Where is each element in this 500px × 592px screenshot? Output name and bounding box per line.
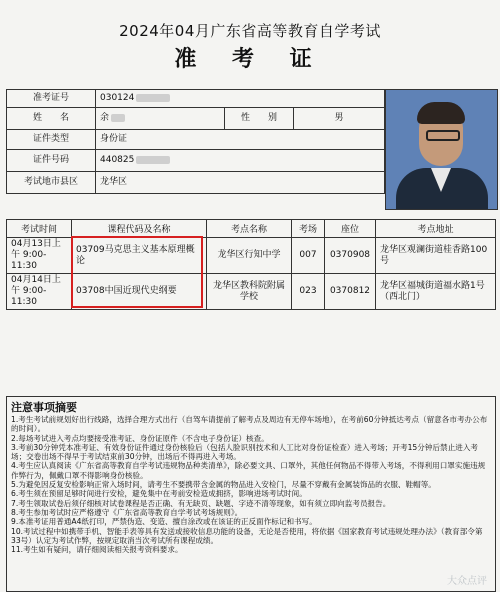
gender-label: 性 别: [225, 108, 294, 130]
exam-site: 龙华区教科院附属学校: [207, 274, 292, 310]
exam-address: 龙华区观澜街道桂香路100号: [376, 238, 496, 274]
note-item: 1.考生考试前规划好出行线路，选择合理方式出行（自驾车请提前了解考点及周边有无停车场地），在考前60分钟抵达考点（留意各市考办公布的时间）。: [11, 415, 488, 434]
note-item: 2.每场考试进入考点均要接受准考证、身份证原件（不含电子身份证）核查。: [11, 433, 269, 443]
highlight-box: [71, 236, 203, 308]
id-number-value: 440825: [96, 150, 385, 172]
exam-time: 04月14日上午 9:00-11:30: [7, 274, 72, 310]
note-item: 9.本准考证用普通A4纸打印，严禁伪造、变造、擅自涂改或在该证的正反面作标记和书写。: [11, 517, 317, 527]
note-item: 3.考前30分钟凭本准考证、有效身份证件通过身份核验后（包括人脸识别技术和人工比对身份证检查）进入考场；开考15分钟后禁止进入考场；交卷出场不得早于考试结束前30分钟，出场后不得再进入考场。: [11, 442, 479, 462]
exam-course: 03708中国近现代史纲要: [72, 274, 207, 310]
notes-section: [6, 396, 496, 592]
exam-seat: 0370908: [325, 238, 376, 274]
district-label: 考试地市县区: [7, 172, 96, 194]
header-course: 课程代码及名称: [72, 220, 207, 238]
header-room: 考场: [292, 220, 325, 238]
district-value: 龙华区: [96, 172, 385, 194]
exam-course: 03709马克思主义基本原理概论: [72, 238, 207, 274]
header-site: 考点名称: [207, 220, 292, 238]
note-item: 4.考生应认真阅读《广东省高等教育自学考试违规物品种类清单》，除必要文具、口罩外，其他任何物品不得带入考场，不得利用口罩实施违规作弊行为，佩戴口罩不得影响身份核验。: [11, 461, 486, 480]
id-type-label: 证件类型: [7, 130, 96, 150]
ticket-number-value: 030124: [96, 90, 385, 108]
exam-seat: 0370812: [325, 274, 376, 310]
watermark: 大众点评: [447, 576, 487, 587]
id-number-label: 证件号码: [7, 150, 96, 172]
name-label: 姓 名: [7, 108, 96, 130]
notes-title: 注意事项摘要: [11, 401, 77, 414]
exam-site: 龙华区行知中学: [207, 238, 292, 274]
note-item: 6.考生须在预留足够时间进行安检，避免集中在考前安检造成拥挤，影响进场考试时间。: [11, 489, 307, 499]
exam-room: 023: [292, 274, 325, 310]
candidate-info-table: [6, 89, 385, 194]
note-item: 11.考生如有疑问，请仔细阅读相关报考资料要求。: [11, 545, 183, 555]
header-time: 考试时间: [7, 220, 72, 238]
candidate-photo: [385, 89, 498, 210]
note-item: 5.为避免因反复安检影响正常入场时间，请考生不要携带含金属的物品进入安检门，尽量不穿戴有金属装饰品的衣服、鞋帽等。: [11, 480, 436, 490]
header-seat: 座位: [325, 220, 376, 238]
exam-title: 2024年04月广东省高等教育自学考试: [119, 22, 381, 40]
exam-address: 龙华区福城街道福水路1号（西北门）: [376, 274, 496, 310]
gender-value: 男: [294, 108, 385, 130]
note-item: 10.考试过程中如携带手机、智能手表等具有发送或接收信息功能的设备，无论是否使用，将依据《国家教育考试违规处理办法》（教育部令第33号）认定为考试作弊，按规定取消当次考试所有课程成绩。: [11, 526, 483, 545]
exam-time: 04月13日上午 9:00-11:30: [7, 238, 72, 274]
notes-list: [11, 415, 491, 554]
exam-room: 007: [292, 238, 325, 274]
id-type-value: 身份证: [96, 130, 385, 150]
ticket-number-label: 准考证号: [7, 90, 96, 108]
redacted-mask: [136, 94, 170, 102]
note-item: 8.考生参加考试时应严格遵守《广东省高等教育自学考试考场规则》。: [11, 507, 243, 517]
note-item: 7.考生领取试卷后须仔细核对试卷课程是否正确、有无缺页、缺题、字迹不清等现象，如有须立即向监考员报告。: [11, 498, 391, 508]
ticket-heading: 准 考 证: [174, 47, 326, 72]
redacted-mask: [136, 156, 170, 164]
name-value: 余: [96, 108, 225, 130]
header-address: 考点地址: [376, 220, 496, 238]
redacted-mask: [111, 114, 125, 122]
